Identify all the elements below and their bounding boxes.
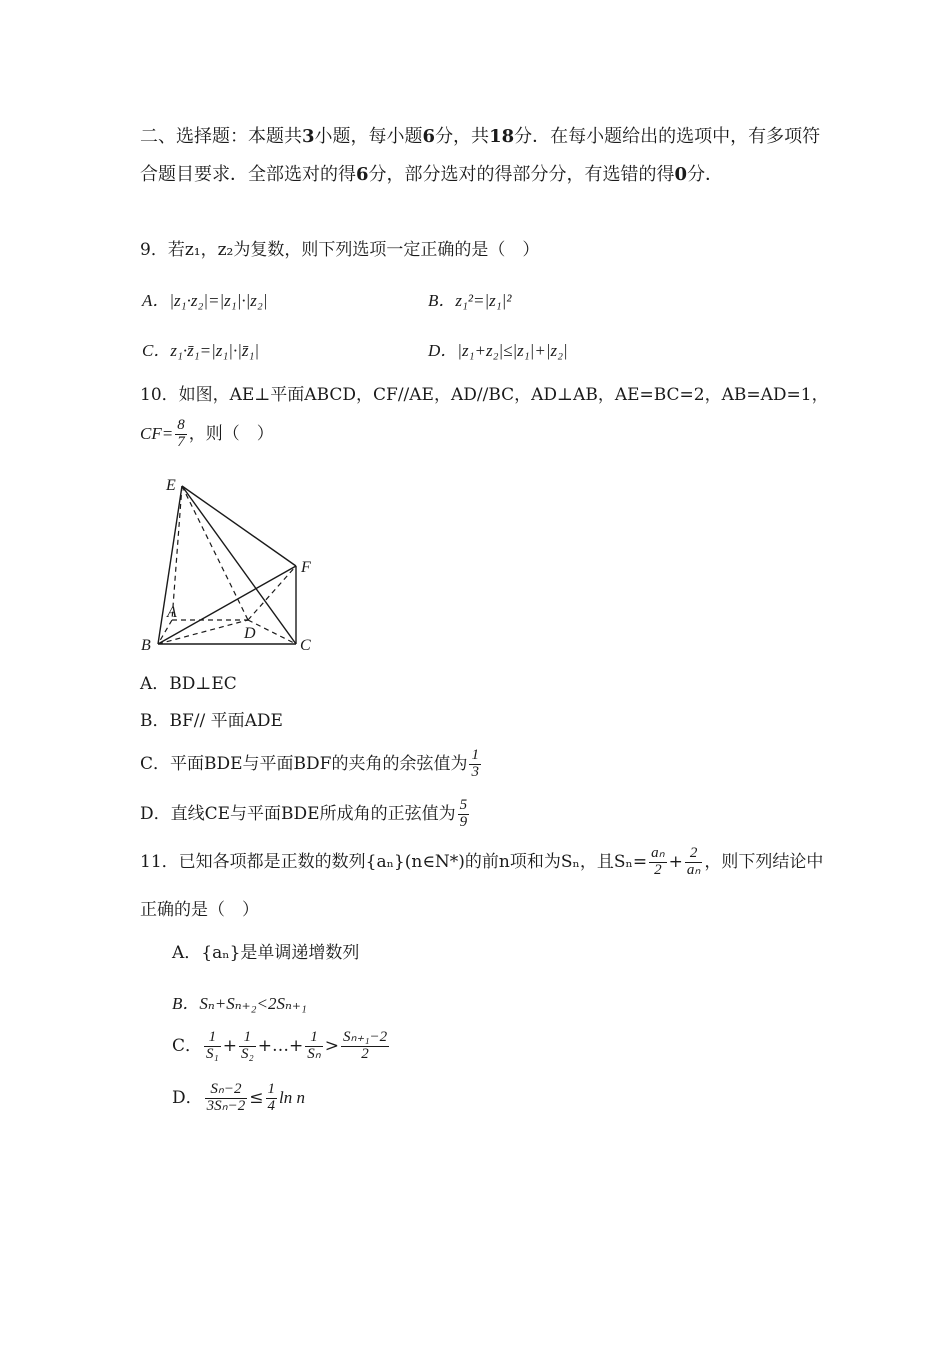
q9-option-c: C．z₁·z̄₁=|z₁|·|z̄₁| [142,341,260,360]
q11-d-rd: 4 [267,1097,275,1114]
label-e: E [166,477,176,494]
q11-d-rn: 1 [267,1081,275,1097]
q11-stem-frac1 [649,846,666,879]
instr-text-6: 分． [687,164,724,185]
label-d: D [244,625,256,642]
instr-bold-1: 3 [302,126,315,147]
edge-ed-hidden [182,486,248,620]
q10-option-c [140,748,483,781]
q11-c-t2d: S₂ [240,1045,254,1062]
q10-cf-num: 8 [177,417,185,433]
q11-c-mid: +…+ [257,1035,304,1056]
q9-option-b: B．z₁²=|z₁|² [428,291,512,310]
label-c: C [300,637,311,654]
q10-stem-tail: ，则（ ） [188,423,274,444]
q10-option-a: A．BD⊥EC [140,674,237,694]
q11-c-label: C． [172,1035,203,1056]
q10-d-num: 5 [459,797,468,813]
q10-figure [130,468,330,658]
q10-cf-label: CF= [140,423,174,443]
q11-c-t1n: 1 [204,1030,221,1047]
instr-bold-4: 6 [356,164,369,185]
q11-d-le: ≤ [249,1087,264,1108]
q11-option-a: A．{aₙ}是单调递增数列 [172,943,360,963]
instr-text-2: 小题，每小题 [314,126,423,147]
label-a: A [167,604,177,621]
instr-text-3: 分，共 [435,126,490,147]
section-instructions [140,118,830,194]
instr-bold-3: 18 [489,126,515,147]
q11-d-post: ln n [279,1087,305,1107]
q11-stem-line2: 正确的是（ ） [140,900,259,920]
q11-c-gt: > [324,1035,339,1056]
q11-stem-line1 [140,846,823,879]
q11-d-lhs [205,1082,248,1115]
q11-option-c: C． $\frac{1}{\text{S₁}}$ + $\frac{1}{\text{S₂}}$ +…+ $\frac{1}{\text{Sₙ}}$ > $\frac{\text{Sₙ₊₁−2}}{2}$ [172,1029,388,1062]
q10-option-b: B．BF// 平面ADE [140,711,283,731]
q10-cf-den: 7 [177,433,185,450]
q10-cf-fraction [175,418,187,451]
q11-d-ln: Sₙ−2 [205,1082,248,1099]
q10-option-d-fraction [458,798,470,831]
q10-stem-line2 [140,418,274,451]
edge-ea-hidden [172,486,182,620]
q11-c-rhs [341,1030,389,1063]
q11-d-label: D． [172,1087,203,1108]
q11-c-t3n: 1 [305,1030,322,1047]
q11-c-rd: 2 [361,1045,369,1062]
q10-d-den: 9 [459,813,468,830]
edge-ef [182,486,296,566]
instr-bold-2: 6 [422,126,436,147]
q10-option-c-text: C．平面BDE与平面BDF的夹角的余弦值为 [140,753,468,774]
q11-c-term3 [305,1030,322,1063]
q11-f2-den: aₙ [686,861,701,878]
edge-bd-hidden [158,620,248,644]
q11-c-term1 [204,1030,221,1063]
q11-c-t1d: S₁ [206,1045,219,1062]
q11-option-d [172,1082,305,1115]
q10-c-den: 3 [471,763,479,780]
q11-stem-frac2 [685,846,702,879]
instr-text-5: 分，部分选对的得部分分，有选错的得 [368,164,675,185]
instr-text-1: 二、选择题：本题共 [140,126,302,147]
q11-stem-text: 11．已知各项都是正数的数列{aₙ}(n∈N*)的前n项和为Sₙ，且Sₙ= [140,851,648,872]
label-b: B [141,637,151,654]
q10-option-d [140,798,471,831]
q11-c-rn: Sₙ₊₁−2 [342,1029,388,1045]
q11-f2-num: 2 [685,846,702,863]
q9-option-d: D．|z₁+z₂|≤|z₁|+|z₂| [428,341,568,360]
q11-stem-tail: ，则下列结论中 [704,851,824,872]
q11-f1-den: 2 [654,861,662,878]
instr-bold-5: 0 [674,164,688,185]
q9-option-a: A．|z₁·z₂|=|z₁|·|z₂| [142,291,268,310]
q10-option-c-fraction [469,748,481,781]
q9-stem: 9．若z₁，z₂为复数，则下列选项一定正确的是（ ） [140,240,540,260]
q11-c-term2 [239,1030,256,1063]
q10-c-num: 1 [471,747,479,763]
instr-text-4: 分．在每小题给出的选项中，有多项符合题目要求．全部选对的得 [140,126,821,185]
q11-c-t3d: Sₙ [307,1045,321,1062]
q10-option-d-text: D．直线CE与平面BDE所成角的正弦值为 [140,803,456,824]
q11-c-t2n: 1 [239,1030,256,1047]
q10-stem-line1: 10．如图，AE⊥平面ABCD，CF//AE，AD//BC，AD⊥AB，AE=BC=2，AB=AD=1， [140,385,829,405]
q11-d-ld: 3Sₙ−2 [206,1097,246,1114]
q11-d-rhs [266,1082,278,1115]
q11-f1-num: aₙ [651,845,665,861]
q11-plus: + [668,851,683,872]
label-f: F [301,559,311,576]
q11-option-b: B．Sₙ+Sₙ₊₂<2Sₙ₊₁ [172,994,307,1013]
